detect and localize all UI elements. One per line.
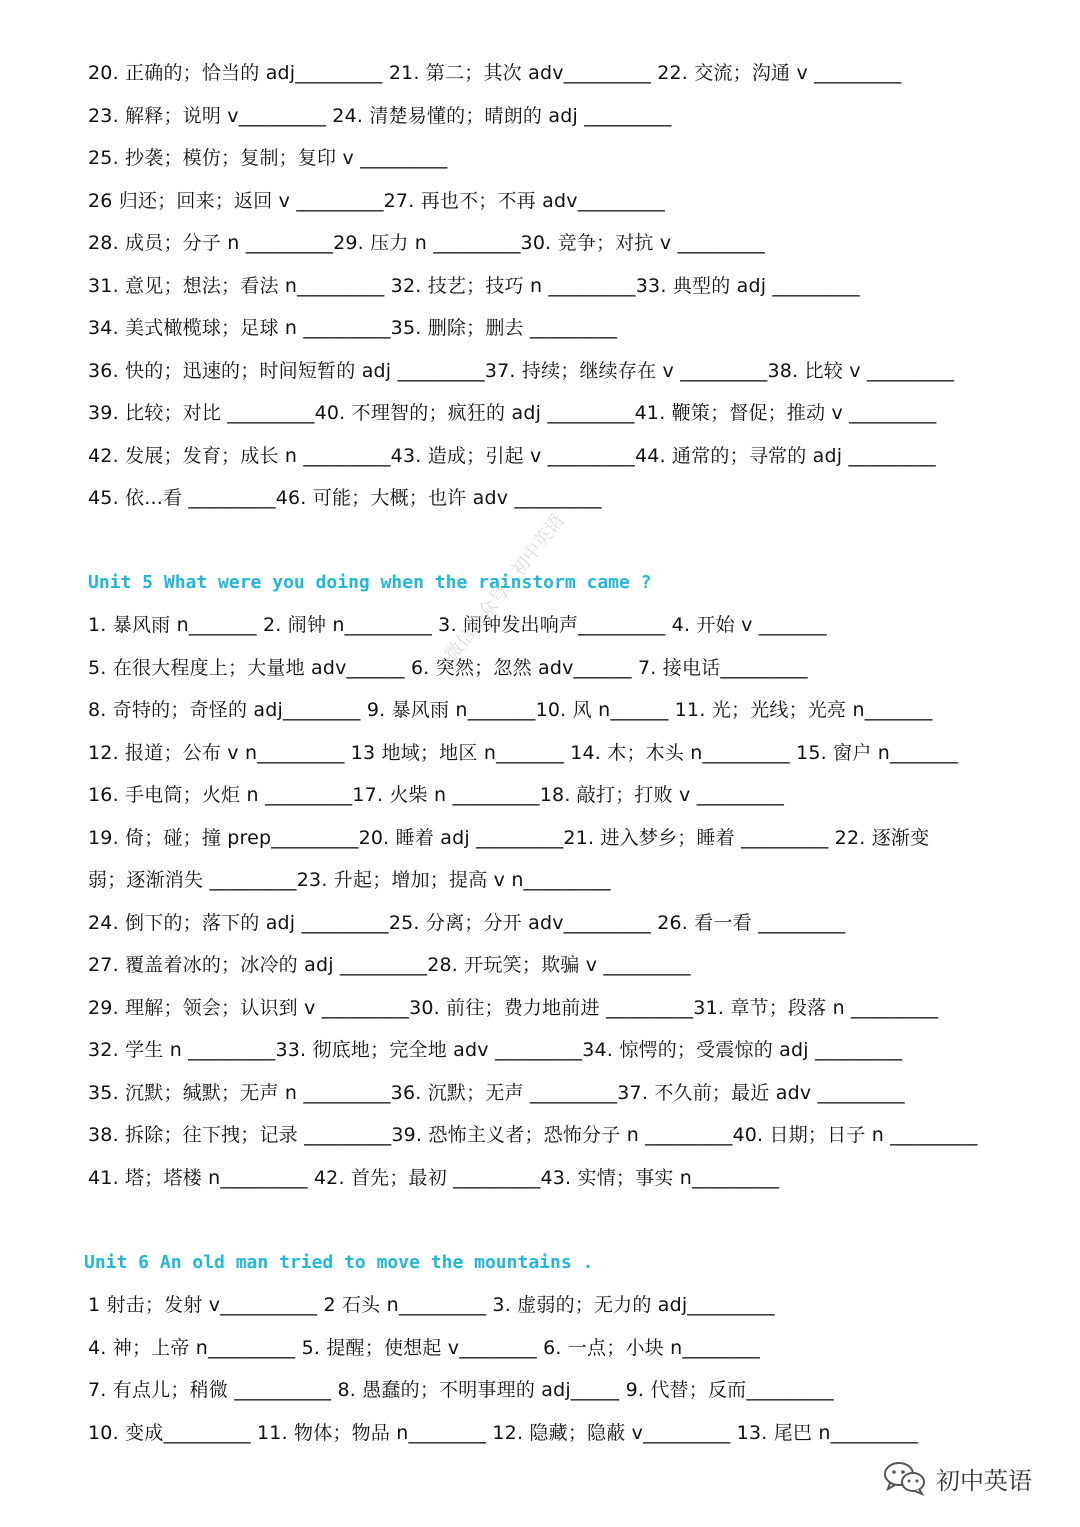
vocab-line: 10. 变成_________ 11. 物体；物品 n________ 12. 隐藏；隐蔽 v_________ 13. 尾巴 n_________	[88, 1422, 918, 1444]
brand-mark	[882, 1458, 1032, 1498]
vocab-line: 25. 抄袭；模仿；复制；复印 v _________	[88, 147, 448, 169]
vocab-line: 29. 理解；领会；认识到 v _________30. 前往；费力地前进 _________31. 章节；段落 n _________	[88, 997, 939, 1019]
vocab-line: 28. 成员；分子 n _________29. 压力 n _________30. 竞争；对抗 v _________	[88, 232, 765, 254]
vocab-line: 23. 解释；说明 v_________ 24. 清楚易懂的；晴朗的 adj _________	[88, 105, 672, 127]
vocab-line: 8. 奇特的；奇怪的 adj________ 9. 暴风雨 n_______10. 风 n______ 11. 光；光线；光亮 n_______	[88, 699, 933, 721]
vocab-line: 34. 美式橄榄球；足球 n _________35. 删除；删去 _________	[88, 317, 618, 339]
vocab-line: 1 射击；发射 v__________ 2 石头 n_________ 3. 虚弱的；无力的 adj_________	[88, 1294, 775, 1316]
vocab-line: 41. 塔；塔楼 n_________ 42. 首先；最初 _________43. 实情；事实 n_________	[88, 1167, 780, 1189]
vocab-line: 32. 学生 n _________33. 彻底地；完全地 adv _________34. 惊愕的；受震惊的 adj _________	[88, 1039, 903, 1061]
vocab-line: 19. 倚；碰；撞 prep_________20. 睡着 adj _________21. 进入梦乡；睡着 _________ 22. 逐渐变	[88, 827, 930, 849]
vocab-line: 38. 拆除；往下拽；记录 _________39. 恐怖主义者；恐怖分子 n _________40. 日期；日子 n _________	[88, 1124, 978, 1146]
vocab-line: 16. 手电筒；火炬 n _________17. 火柴 n _________18. 敲打；打败 v _________	[88, 784, 785, 806]
wechat-icon	[882, 1460, 928, 1496]
vocab-line: 31. 意见；想法；看法 n_________ 32. 技艺；技巧 n _________33. 典型的 adj _________	[88, 275, 860, 297]
vocab-line: 45. 依...看 _________46. 可能；大概；也许 adv _________	[88, 487, 602, 509]
vocab-line: 12. 报道；公布 v n_________ 13 地域；地区 n_______ 14. 木；木头 n_________ 15. 窗户 n_______	[88, 742, 958, 764]
vocab-line: 26 归还；回来；返回 v _________27. 再也不；不再 adv_________	[88, 190, 665, 212]
unit-6-heading: Unit 6 An old man tried to move the mountains .	[84, 1252, 594, 1273]
vocab-line: 42. 发展；发育；成长 n _________43. 造成；引起 v _________44. 通常的；寻常的 adj _________	[88, 445, 936, 467]
watermark: 微信公众号：初中英语	[441, 510, 569, 666]
vocab-line: 27. 覆盖着冰的；冰冷的 adj _________28. 开玩笑；欺骗 v _________	[88, 954, 691, 976]
vocab-line: 36. 快的；迅速的；时间短暂的 adj _________37. 持续；继续存在 v _________38. 比较 v _________	[88, 360, 955, 382]
vocab-line: 弱；逐渐消失 _________23. 升起；增加；提高 v n_________	[88, 869, 611, 891]
vocab-line: 20. 正确的；恰当的 adj_________ 21. 第二；其次 adv_________ 22. 交流；沟通 v _________	[88, 62, 902, 84]
vocab-line: 7. 有点儿；稍微 __________ 8. 愚蠢的；不明事理的 adj_____ 9. 代替；反而_________	[88, 1379, 834, 1401]
unit-5-heading: Unit 5 What were you doing when the rainstorm came ?	[88, 572, 652, 593]
vocab-line: 4. 神；上帝 n_________ 5. 提醒；使想起 v________ 6. 一点；小块 n________	[88, 1337, 760, 1359]
vocab-line: 1. 暴风雨 n_______ 2. 闹钟 n_________ 3. 闹钟发出响声_________ 4. 开始 v _______	[88, 614, 827, 636]
vocab-line: 35. 沉默；缄默；无声 n _________36. 沉默；无声 _________37. 不久前；最近 adv _________	[88, 1082, 905, 1104]
vocab-line: 39. 比较；对比 _________40. 不理智的；疯狂的 adj _________41. 鞭策；督促；推动 v _________	[88, 402, 937, 424]
vocab-line: 5. 在很大程度上；大量地 adv______ 6. 突然；忽然 adv______ 7. 接电话_________	[88, 657, 808, 679]
brand-name: 初中英语	[936, 1466, 1032, 1495]
vocab-line: 24. 倒下的；落下的 adj _________25. 分离；分开 adv_________ 26. 看一看 _________	[88, 912, 846, 934]
